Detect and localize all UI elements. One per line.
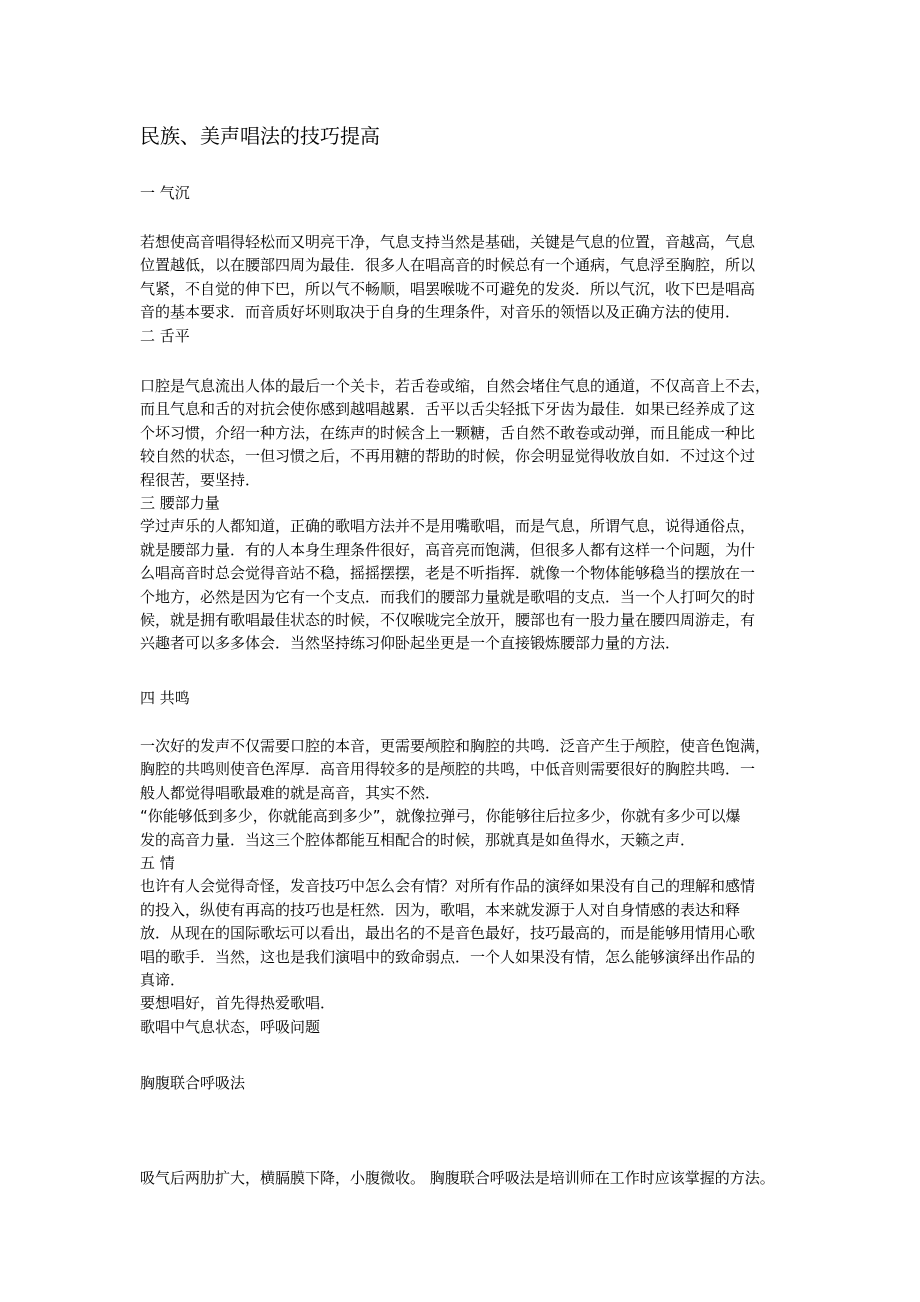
text-line: 吸气后两肋扩大，横膈膜下降，小腹微收。 胸腹联合呼吸法是培训师在工作时应该掌握的方法。 bbox=[140, 1169, 775, 1187]
paragraph-1 bbox=[140, 231, 755, 348]
text-line: 胸腹联合呼吸法 bbox=[140, 1074, 246, 1092]
text-line: 般人都觉得唱歌最难的就是高音，其实不然． bbox=[140, 783, 441, 802]
paragraph-4 bbox=[140, 735, 770, 1039]
section-heading-4 bbox=[140, 687, 190, 710]
paragraph-2 bbox=[140, 375, 770, 656]
text-line: 就是腰部力量．有的人本身生理条件很好，高音亮而饱满，但很多人都有这样一个问题，为什 bbox=[140, 540, 756, 559]
text-line: 候，就是拥有歌唱最佳状态的时候，不仅喉咙完全放开，腰部也有一股力量在腰四周游走，有 bbox=[140, 610, 756, 629]
paragraph-final bbox=[140, 1167, 775, 1190]
section-heading-1 bbox=[140, 182, 190, 205]
text-line: 三 腰部力量 bbox=[140, 493, 220, 512]
text-line: 较自然的状态，一但习惯之后，不再用糖的帮助的时候，你会明显觉得收放自如．不过这个过 bbox=[140, 447, 756, 466]
text-line: 学过声乐的人都知道，正确的歌唱方法并不是用嘴歌唱，而是气息，所谓气息，说得通俗点， bbox=[140, 517, 756, 536]
text-line: 放．从现在的国际歌坛可以看出，最出名的不是音色最好，技巧最高的，而是能够用情用心歌 bbox=[140, 924, 756, 943]
subheading-breathing bbox=[140, 1072, 245, 1095]
text-line: 个地方，必然是因为它有一个支点．而我们的腰部力量就是歌唱的支点．当一个人打呵欠的时 bbox=[140, 587, 756, 606]
text-line: 么唱高音时总会觉得音站不稳，摇摇摆摆，老是不听指挥．就像一个物体能够稳当的摆放在一 bbox=[140, 564, 756, 583]
text-line: 五 情 bbox=[140, 853, 175, 872]
text-line: 气紧，不自觉的伸下巴，所以气不畅顺，唱罢喉咙不可避免的发炎．所以气沉，收下巴是唱高 bbox=[140, 279, 756, 298]
text-line: 要想唱好，首先得热爱歌唱． bbox=[140, 994, 336, 1013]
text-line: 胸腔的共鸣则使音色浑厚．高音用得较多的是颅腔的共鸣，中低音则需要很好的胸腔共鸣．一 bbox=[140, 760, 756, 779]
text-line: 兴趣者可以多多体会．当然坚持练习仰卧起坐更是一个直接锻炼腰部力量的方法． bbox=[140, 634, 681, 653]
text-line: 唱的歌手．当然，这也是我们演唱中的致命弱点．一个人如果没有情，怎么能够演绎出作品的 bbox=[140, 947, 756, 966]
text-line: 真谛． bbox=[140, 970, 186, 989]
text-line: 程很苦，要坚持． bbox=[140, 470, 261, 489]
text-line: 一 气沉 bbox=[140, 184, 190, 202]
text-line: 一次好的发声不仅需要口腔的本音，更需要颅腔和胸腔的共鸣．泛音产生于颅腔，使音色饱满， bbox=[140, 737, 771, 755]
text-line: 的投入，纵使有再高的技巧也是枉然．因为，歌唱，本来就发源于人对自身情感的表达和释 bbox=[140, 900, 741, 919]
text-line: 也许有人会觉得奇怪，发音技巧中怎么会有情？对所有作品的演绎如果没有自己的理解和感情 bbox=[140, 877, 756, 896]
text-line: 音的基本要求．而音质好坏则取决于自身的生理条件，对音乐的领悟以及正确方法的使用． bbox=[140, 303, 741, 322]
text-line: 歌唱中气息状态，呼吸问题 bbox=[140, 1017, 321, 1036]
text-line: 若想使高音唱得轻松而又明亮干净，气息支持当然是基础，关键是气息的位置，音越高，气息 bbox=[140, 233, 756, 251]
text-line: 发的高音力量．当这三个腔体都能互相配合的时候，那就真是如鱼得水，天籁之声． bbox=[140, 830, 696, 849]
text-line: 而且气息和舌的对抗会使你感到越唱越累．舌平以舌尖轻抵下牙齿为最佳．如果已经养成了这 bbox=[140, 400, 756, 419]
text-line: 位置越低，以在腰部四周为最佳．很多人在唱高音的时候总有一个通病，气息浮至胸腔，所以 bbox=[140, 256, 756, 275]
text-line: 四 共鸣 bbox=[140, 689, 190, 707]
text-line: 口腔是气息流出人体的最后一个关卡，若舌卷或缩，自然会堵住气息的通道，不仅高音上不去， bbox=[140, 377, 771, 395]
document-title: 民族、美声唱法的技巧提高 bbox=[140, 124, 380, 148]
text-line: 二 舌平 bbox=[140, 326, 190, 345]
text-line: 个坏习惯，介绍一种方法，在练声的时候含上一颗糖，舌自然不敢卷或动弹，而且能成一种比 bbox=[140, 423, 756, 442]
text-line: “你能够低到多少，你就能高到多少”，就像拉弹弓，你能够往后拉多少，你就有多少可以爆 bbox=[140, 807, 741, 826]
